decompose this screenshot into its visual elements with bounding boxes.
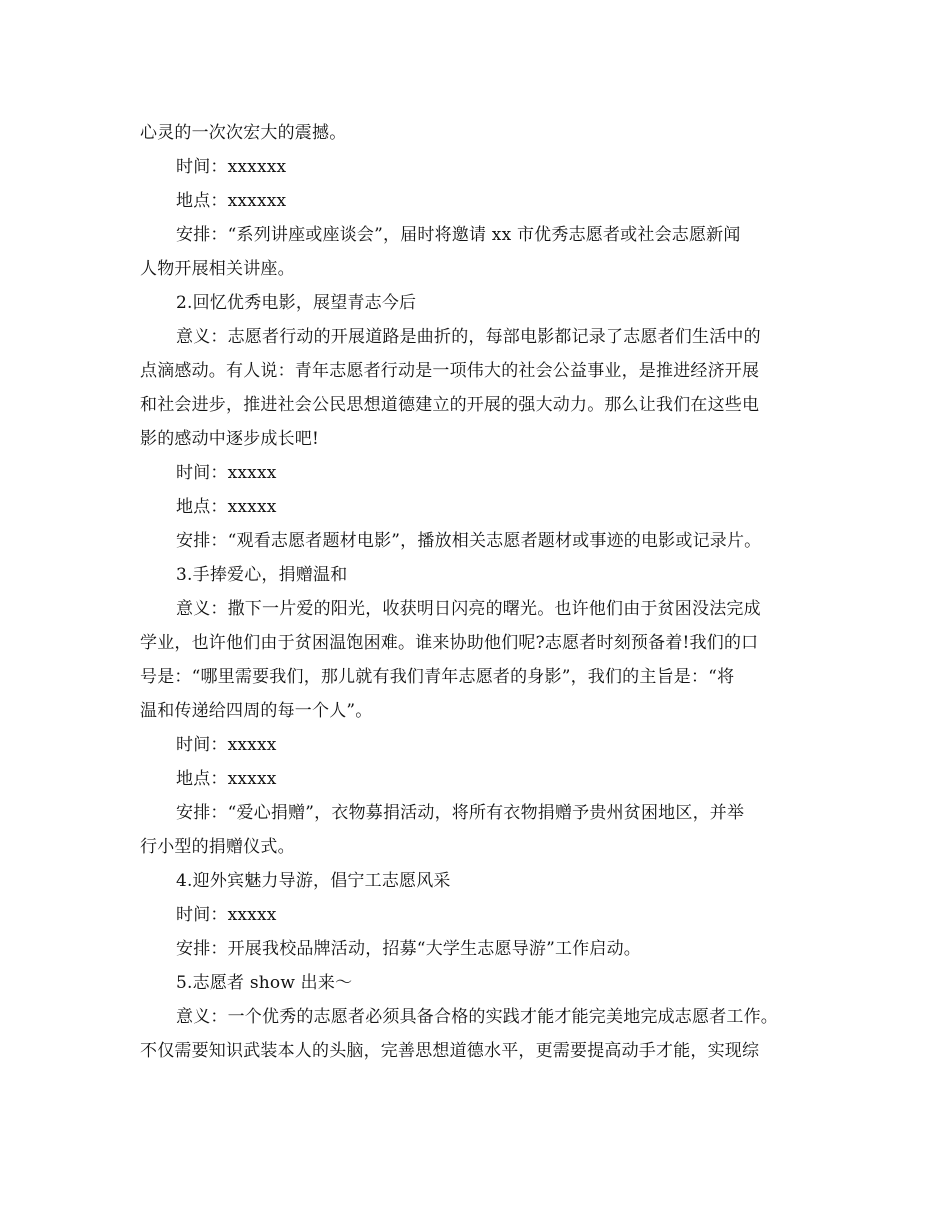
text-line: 和社会进步，推进社会公民思想道德建立的开展的强大动力。那么让我们在这些电: [140, 395, 760, 415]
text-line: 不仅需要知识武装本人的头脑，完善思想道德水平，更需要提高动手才能，实现综: [140, 1041, 760, 1061]
text-line: 意义：撒下一片爱的阳光，收获明日闪亮的曙光。也许他们由于贫困没法完成: [176, 599, 761, 619]
text-line: 学业，也许他们由于贫困温饱困难。谁来协助他们呢?志愿者时刻预备着!我们的口: [140, 633, 759, 653]
text-line: 安排：“爱心捐赠”，衣物募捐活动，将所有衣物捐赠予贵州贫困地区，并举: [176, 803, 745, 823]
text-line: 意义：志愿者行动的开展道路是曲折的，每部电影都记录了志愿者们生活中的: [176, 327, 761, 347]
text-line: 时间：xxxxxx: [176, 157, 287, 177]
text-line: 时间：xxxxx: [176, 463, 277, 483]
text-line: 安排：开展我校品牌活动，招募“大学生志愿导游”工作启动。: [176, 939, 641, 959]
text-line: 地点：xxxxx: [176, 497, 277, 517]
text-line: 5.志愿者 show 出来～: [176, 973, 353, 993]
text-line: 意义：一个优秀的志愿者必须具备合格的实践才能才能完美地完成志愿者工作。: [176, 1007, 778, 1027]
text-line: 号是：“哪里需要我们，那儿就有我们青年志愿者的身影”，我们的主旨是：“将: [140, 667, 735, 687]
text-line: 心灵的一次次宏大的震撼。: [140, 123, 347, 143]
text-line: 3.手捧爱心，捐赠温和: [176, 565, 348, 585]
text-line: 时间：xxxxx: [176, 735, 277, 755]
text-line: 点滴感动。有人说：青年志愿者行动是一项伟大的社会公益事业，是推进经济开展: [140, 361, 760, 381]
text-line: 时间：xxxxx: [176, 905, 277, 925]
text-line: 2.回忆优秀电影，展望青志今后: [176, 293, 417, 313]
text-line: 地点：xxxxxx: [176, 191, 287, 211]
text-line: 行小型的捐赠仪式。: [140, 837, 295, 857]
text-line: 4.迎外宾魅力导游，倡宁工志愿风采: [176, 871, 451, 891]
text-line: 安排：“观看志愿者题材电影”，播放相关志愿者题材或事迹的电影或记录片。: [176, 531, 762, 551]
text-line: 温和传递给四周的每一个人”。: [140, 701, 373, 721]
text-line: 影的感动中逐步成长吧!: [140, 429, 320, 449]
document-body: [140, 116, 830, 1068]
text-line: 地点：xxxxx: [176, 769, 277, 789]
text-line: 安排：“系列讲座或座谈会”，届时将邀请 xx 市优秀志愿者或社会志愿新闻: [176, 225, 741, 245]
text-line: 人物开展相关讲座。: [140, 259, 295, 279]
